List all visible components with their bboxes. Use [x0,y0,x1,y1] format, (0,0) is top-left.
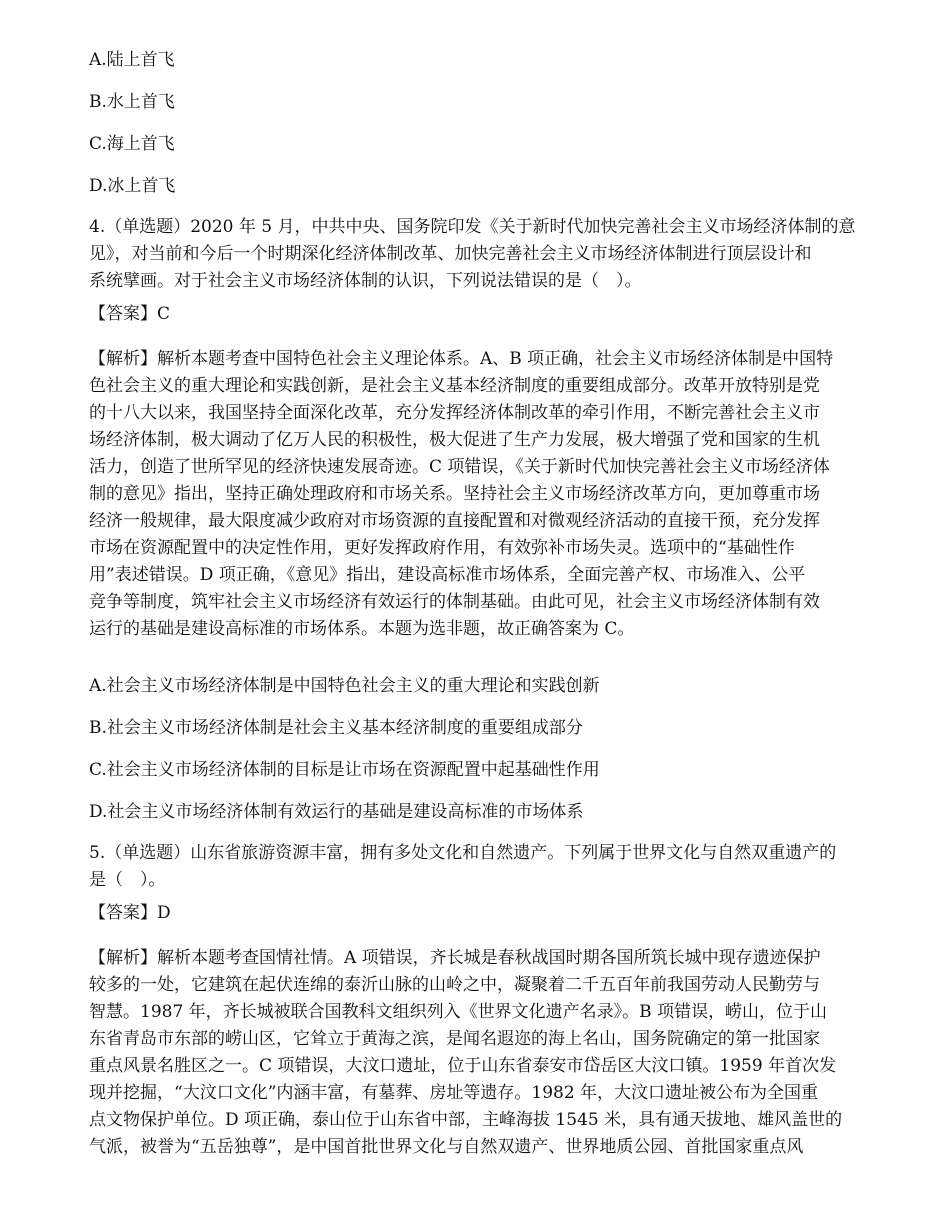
q5-analysis-line: 点文物保护单位。D 项正确，泰山位于山东省中部，主峰海拔 1545 米，具有通天拔地、雄风盖世的 [89,1110,843,1130]
q4-analysis-line: 场经济体制，极大调动了亿万人民的积极性，极大促进了生产力发展，极大增强了党和国家的生机 [89,430,820,450]
q5-answer: 【答案】D [89,903,171,923]
q3-option-d: D.冰上首飞 [89,176,176,196]
q5-stem-line: 是（ ）。 [89,870,166,890]
q3-option-c: C.海上首飞 [89,134,175,154]
q5-analysis-line: 现并挖掘，“大汶口文化”内涵丰富，有墓葬、房址等遗存。1982 年，大汶口遗址被公布为全国重 [89,1083,819,1103]
q5-analysis-line: 重点风景名胜区之一。C 项错误，大汶口遗址，位于山东省泰安市岱岳区大汶口镇。1959 年首次发 [89,1056,837,1076]
q4-analysis-line: 市场在资源配置中的决定性作用，更好发挥政府作用，有效弥补市场失灵。选项中的“基础性作 [89,538,795,558]
q4-answer: 【答案】C [89,304,171,324]
q4-option-a: A.社会主义市场经济体制是中国特色社会主义的重大理论和实践创新 [89,676,600,696]
q4-stem-line: 见》，对当前和今后一个时期深化经济体制改革、加快完善社会主义市场经济体制进行顶层设计和 [89,244,812,264]
q4-option-c: C.社会主义市场经济体制的目标是让市场在资源配置中起基础性作用 [89,760,600,780]
q4-analysis-line: 的十八大以来，我国坚持全面深化改革，充分发挥经济体制改革的牵引作用，不断完善社会主义市 [89,403,820,423]
q5-analysis-line: 气派，被誉为“五岳独尊”，是中国首批世界文化与自然双遗产、世界地质公园、首批国家重点风 [89,1137,804,1157]
q4-analysis-line: 运行的基础是建设高标准的市场体系。本题为选非题，故正确答案为 C。 [89,619,635,639]
q4-analysis-line: 色社会主义的重大理论和实践创新，是社会主义基本经济制度的重要组成部分。改革开放特别是党 [89,376,820,396]
q4-option-d: D.社会主义市场经济体制有效运行的基础是建设高标准的市场体系 [89,802,584,822]
q5-analysis-line: 较多的一处，它建筑在起伏连绵的泰沂山脉的山岭之中，凝聚着二千五百年前我国劳动人民勤劳与 [89,975,820,995]
q5-analysis-line: 智慧。1987 年，齐长城被联合国教科文组织列入《世界文化遗产名录》。B 项错误，崂山，位于山 [89,1002,828,1022]
q5-analysis-line: 【解析】解析本题考查国情社情。A 项错误，齐长城是春秋战国时期各国所筑长城中现存遗迹保护 [89,948,821,968]
q4-stem-line: 4.（单选题）2020 年 5 月，中共中央、国务院印发《关于新时代加快完善社会主义市场经济体制的意 [89,217,856,237]
q3-option-b: B.水上首飞 [89,92,175,112]
q4-analysis-line: 活力，创造了世所罕见的经济快速发展奇迹。C 项错误，《关于新时代加快完善社会主义市场经济体 [89,457,830,477]
q4-analysis-line: 【解析】解析本题考查中国特色社会主义理论体系。A、B 项正确，社会主义市场经济体制是中国特 [89,349,834,369]
q4-analysis-line: 竞争等制度，筑牢社会主义市场经济有效运行的体制基础。由此可见，社会主义市场经济体制有效 [89,592,820,612]
q5-analysis-line: 东省青岛市东部的崂山区，它耸立于黄海之滨，是闻名遐迩的海上名山，国务院确定的第一批国家 [89,1029,820,1049]
q3-option-a: A.陆上首飞 [89,50,175,70]
q4-analysis-line: 经济一般规律，最大限度减少政府对市场资源的直接配置和对微观经济活动的直接干预，充分发挥 [89,511,820,531]
q5-stem-line: 5.（单选题）山东省旅游资源丰富，拥有多处文化和自然遗产。下列属于世界文化与自然双重遗产的 [89,843,837,863]
q4-analysis-line: 用”表述错误。D 项正确，《意见》指出，建设高标准市场体系，全面完善产权、市场准入、公平 [89,565,806,585]
q4-stem-line: 系统擘画。对于社会主义市场经济体制的认识，下列说法错误的是（ ）。 [89,271,642,291]
q4-analysis-line: 制的意见》指出，坚持正确处理政府和市场关系。坚持社会主义市场经济改革方向，更加尊重市场 [89,484,820,504]
q4-option-b: B.社会主义市场经济体制是社会主义基本经济制度的重要组成部分 [89,718,583,738]
